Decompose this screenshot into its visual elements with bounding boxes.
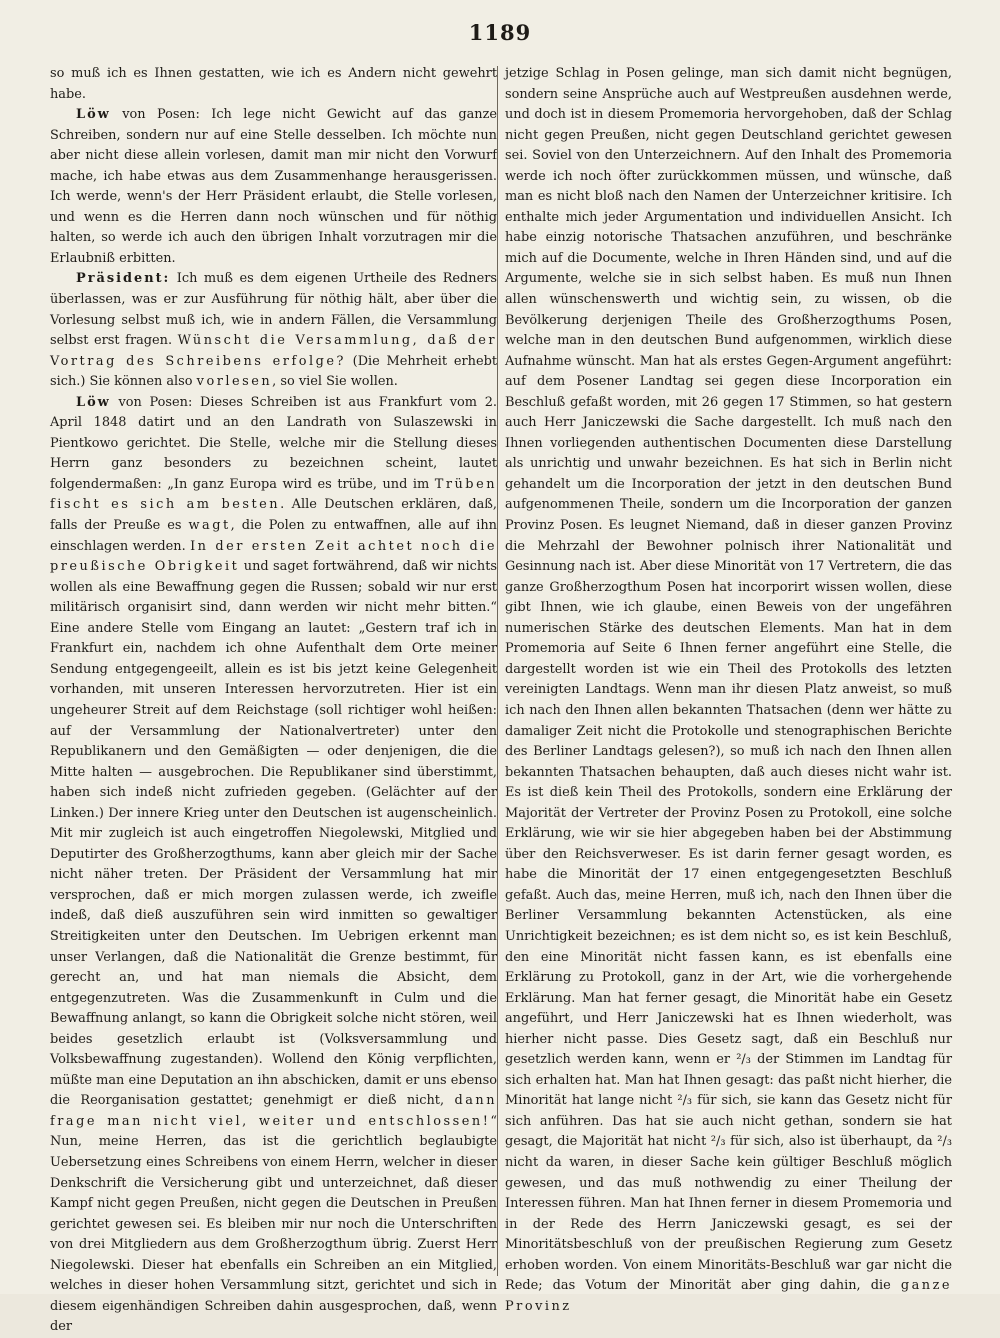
speaker-name: Präsident: bbox=[76, 271, 171, 287]
right-column bbox=[505, 64, 952, 1317]
page-number: 1189 bbox=[468, 20, 532, 45]
text-run: so muß ich es Ihnen gestatten, wie ich es Andern nicht gewehrt habe. bbox=[50, 66, 497, 102]
text-run: , so viel Sie wollen. bbox=[272, 374, 398, 390]
column-divider bbox=[497, 66, 498, 1276]
text-run: (Die Mehrheit erhebt sich.) Sie können also bbox=[50, 353, 498, 390]
text-run: . Alle Deutschen erklären, daß, falls der Preuße es bbox=[50, 497, 497, 534]
spaced-emphasis: In der ersten Zeit achtet noch die preußische Obrigkeit bbox=[50, 538, 497, 575]
text-run: jetzige Schlag in Posen gelinge, man sich damit nicht begnügen, sondern seine Ansprüche auch auf Westpreußen ausdehnen werde, und doch ist in diesem Promemoria hervorgehoben, daß der Schlag nicht gegen Preußen, nicht gegen Deutschland gerichtet gewesen sei. Soviel von den Unterzeichnern. Auf den Inhalt des Promemoria werde ich noch öfter zurückkommen müssen, und wünsche, daß man es nicht bloß nach den Namen der Unterzeichner kritisire. Ich enthalte mich jeder Argumentation und individuellen Ansicht. Ich habe einzig notorische Thatsachen anzuführen, und beschränke mich auf die Documente, welche in Ihren Händen sind, und auf die Argumente, welche sie in sich selbst haben. Es muß nun Ihnen allen wünschenswerth und wichtig sein, zu wissen, ob die Bevölkerung derjenigen Theile des Großherzogthums Posen, welche man in den deutschen Bund aufgenommen, wirklich diese Aufnahme wünscht. Man hat als erstes Gegen-Argument angeführt: auf dem Posener Landtag sei gegen diese Incorporation ein Beschluß gefaßt worden, mit 26 gegen 17 Stimmen, so hat gestern auch Herr Janiczewski die Sache dargestellt. Ich muß nach den Ihnen vorliegenden authentischen Documenten diese Darstellung als unrichtig und unwahr bezeichnen. Es hat sich in Berlin nicht gehandelt um die Incorporation der jetzt in den deutschen Bund aufgenommenen Theile, sondern um die Incorporation der ganzen Provinz Posen. Es leugnet Niemand, daß in dieser ganzen Provinz die Mehrzahl der Bewohner polnisch ihrer Nationalität und Gesinnung nach ist. Aber diese Minorität von 17 Vertretern, die das ganze Großherzogthum Posen hat incorporirt wissen wollen, diese gibt Ihnen, wie ich glaube, einen Beweis von der ungefähren numerischen Stärke des deutschen Elements. Man hat in dem Promemoria auf Seite 6 Ihnen ferner angeführt eine Stelle, die dargestellt worden ist wie ein Theil des Protokolls des letzten vereinigten Landtags. Wenn man ihr diesen Platz anweist, so muß ich nach den Ihnen allen bekannten Thatsachen (denn wer hätte zu damaliger Zeit nicht die Protokolle und stenographischen Berichte des Berliner Landtags gelesen?), so muß ich nach den Ihnen allen bekannten Thatsachen behaupten, daß auch dieses nicht wahr ist. Es ist dieß kein Theil des Protokolls, sondern eine Erklärung der Majorität der Vertreter der Provinz Posen zu Protokoll, eine solche Erklärung, wie wir sie hier abgegeben haben bei der Abstimmung über den Reichsverweser. Es ist darin ferner gesagt worden, es habe die Minorität der 17 einen entgegengesetzten Beschluß gefaßt. Auch das, meine Herren, muß ich, nach den Ihnen über die Berliner Versammlung bekannten Actenstücken, als eine Unrichtigkeit bezeichnen; es ist dem nicht so, es ist kein Beschluß, den eine Minorität nicht fassen kann, es ist ebenfalls eine Erklärung zu Protokoll, ganz in der Art, wie die vorhergehende Erklärung. Man hat ferner gesagt, die Minorität habe ein Gesetz angeführt, und Herr Janiczewski hat es Ihnen wiederholt, was hierher nicht passe. Dies Gesetz sagt, daß ein Beschluß nur gesetzlich werden kann, wenn er ²/₃ der Stimmen im Landtag für sich erhalten hat. Man hat Ihnen gesagt: das paßt nicht hierher, die Minorität hat lange nicht ²/₃ für sich, sie kann das Gesetz nicht für sich anführen. Das hat sie auch nicht gethan, sondern sie hat gesagt, die Majorität hat nicht ²/₃ für sich, also ist überhaupt, da ²/₃ nicht da waren, in dieser Sache kein gültiger Beschluß möglich gewesen, und das muß nothwendig zu einer Theilung der Interessen führen. Man hat Ihnen ferner in diesem Promemoria und in der Rede des Herrn Janiczewski gesagt, es sei der Minoritätsbeschluß von der preußischen Regierung zum Gesetz erhoben worden. Von einem Minoritäts-Beschluß war gar nicht die Rede; das Votum der Minorität aber ging dahin, die bbox=[505, 66, 952, 1294]
paragraph bbox=[50, 393, 497, 1338]
paragraph bbox=[505, 64, 952, 1317]
text-run: von Posen: Dieses Schreiben ist aus Frankfurt vom 2. April 1848 datirt und an den Landrath von Sulaszewski in Pientkowo gerichtet. Die Stelle, welche mir die Stellung dieses Herrn ganz besonders zu bezeichnen scheint, lautet folgendermaßen: „In ganz Europa wird es trübe, und im bbox=[50, 394, 497, 492]
text-run: “ Nun, meine Herren, das ist die gerichtlich beglaubigte Uebersetzung eines Schreibens von einem Herrn, welcher in dieser Denkschrift die Versicherung gibt und unterzeichnet, daß dieser Kampf nicht gegen Preußen, nicht gegen die Deutschen in Preußen gerichtet gewesen sei. Es bleiben mir nur noch die Unterschriften von drei Mitgliedern aus dem Großherzogthum übrig. Zuerst Herr Niegolewski. Dieser hat ebenfalls ein Schreiben an ein Mitglied, welches in dieser hohen Versammlung sitzt, gerichtet und sich in diesem eigenhändigen Schreiben dahin ausgesprochen, daß, wenn der bbox=[50, 1113, 497, 1335]
paragraph bbox=[50, 269, 497, 392]
text-run: Ich muß es dem eigenen Urtheile des Redners überlassen, was er zur Ausführung für nöthig hält, aber über die Vorlesung selbst muß ich, wie in andern Fällen, die Versammlung selbst erst fragen. bbox=[50, 271, 497, 349]
spaced-emphasis: vorlesen bbox=[196, 374, 273, 390]
spaced-emphasis: ganze Provinz bbox=[505, 1278, 952, 1314]
speaker-name: Löw bbox=[76, 394, 111, 410]
paragraph bbox=[50, 64, 497, 105]
left-column bbox=[50, 64, 497, 1338]
spaced-emphasis: wagt bbox=[188, 518, 231, 534]
text-run: und saget fortwährend, daß wir nichts wollen als eine Bewaffnung gegen die Russen; sobald wir nur erst militärisch organisirt sind, dann werden wir nicht mehr bitten.“ Eine andere Stelle vom Eingang an lautet: „Gestern traf ich in Frankfurt ein, nachdem ich ohne Aufenthalt dem Orte meiner Sendung entgegengeeilt, allein es ist bis jetzt keine Gelegenheit vorhanden, mit unseren Interessen hervorzutreten. Hier ist ein ungeheurer Streit auf dem Reichstage (soll richtiger wohl heißen: auf der Versammlung der Nationalvertreter) unter den Republikanern und den Gemäßigten — oder denjenigen, die die Mitte halten — ausgebrochen. Die Republikaner sind überstimmt, haben sich indeß nicht zufrieden gegeben. (Gelächter auf der Linken.) Der innere Krieg unter den Deutschen ist augenscheinlich. Mit mir zugleich ist auch eingetroffen Niegolewski, Mitglied und Deputirter des Großherzogthums, kann aber gleich mir der Sache nicht näher treten. Der Präsident der Versammlung hat mir versprochen, daß er mich morgen zulassen werde, ich zweifle indeß, daß dieß auszuführen sein wird inmitten so gewaltiger Streitigkeiten unter den Deutschen. Im Uebrigen erkennt man unser Verlangen, daß die Nationalität die Grenze bestimmt, für gerecht an, und hat man niemals die Absicht, dem entgegenzutreten. Was die Zusammenkunft in Culm und die Bewaffnung anlangt, so kann die Obrigkeit solche nicht stören, weil beides gesetzlich erlaubt ist (Volksversammlung und Volksbewaffnung zugestanden). Wollend den König verpflichten, müßte man eine Deputation an ihn abschicken, damit er uns ebenso die Reorganisation gestattet; genehmigt er dieß nicht, bbox=[50, 559, 497, 1109]
spaced-emphasis: Trüben fischt es sich am besten bbox=[50, 476, 497, 513]
spaced-emphasis: dann frage man nicht viel, weiter und entschlossen! bbox=[50, 1093, 497, 1129]
text-run: , die Polen zu entwaffnen, alle auf ihn einschlagen werden. bbox=[50, 518, 497, 554]
text-run: von Posen: Ich lege nicht Gewicht auf das ganze Schreiben, sondern nur auf eine Stelle desselben. Ich möchte nun aber nicht diese allein vorlesen, damit man mir nicht den Vorwurf mache, ich habe etwas aus dem Zusammenhange herausgerissen. Ich werde, wenn's der Herr Präsident erlaubt, die Stelle vorlesen, und wenn es die Herren dann noch wünschen und für nöthig halten, so werde ich auch den übrigen Inhalt vorzutragen mir die Erlaubniß erbitten. bbox=[50, 107, 497, 266]
spaced-emphasis: Wünscht die Versammlung, daß der Vortrag des Schreibens erfolge? bbox=[50, 333, 497, 369]
speaker-name: Löw bbox=[76, 107, 111, 123]
paragraph bbox=[50, 105, 497, 269]
